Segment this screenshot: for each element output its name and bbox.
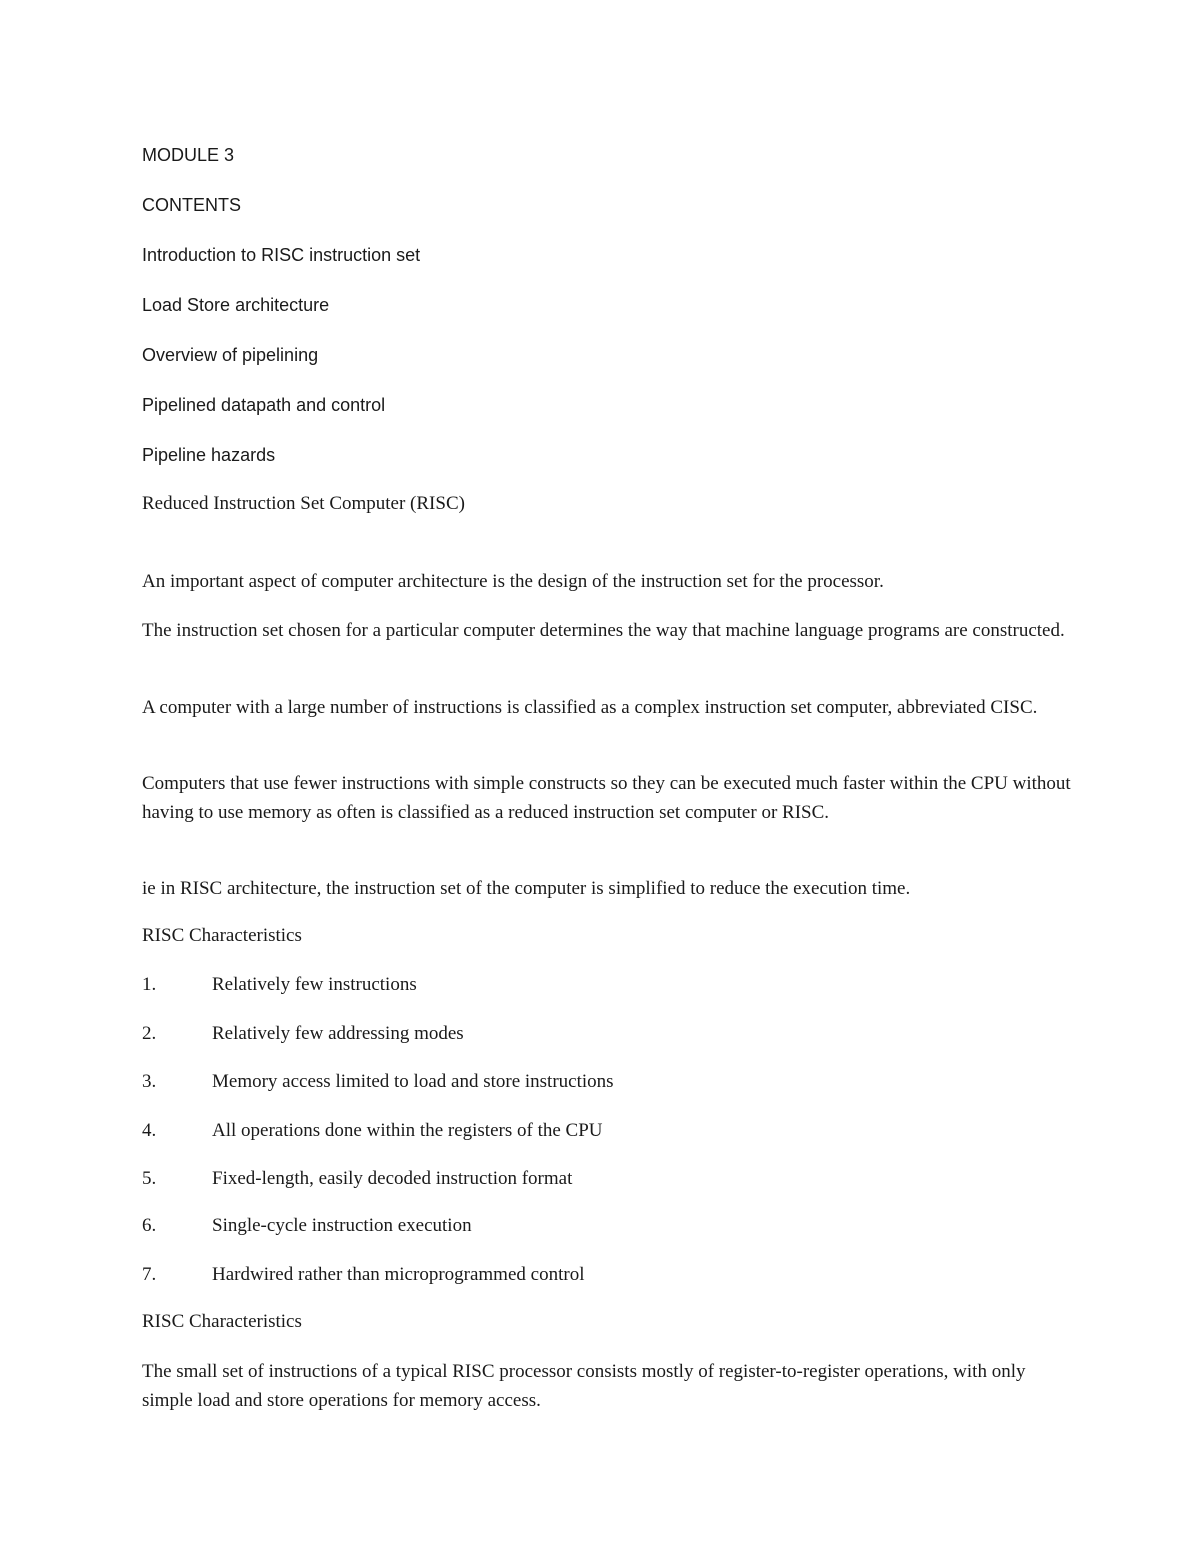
list-number: 3.	[142, 1071, 157, 1092]
contents-item: Pipelined datapath and control	[142, 395, 386, 415]
list-item: Single-cycle instruction execution	[212, 1215, 472, 1236]
list-item: All operations done within the registers of the CPU	[212, 1120, 603, 1141]
list-number: 6.	[142, 1215, 157, 1236]
contents-item: Introduction to RISC instruction set	[142, 245, 421, 265]
list-number: 4.	[142, 1120, 157, 1141]
contents-heading: CONTENTS	[142, 195, 241, 215]
list-item: Hardwired rather than microprogrammed control	[212, 1264, 585, 1285]
paragraph: An important aspect of computer architecture is the design of the instruction set for the processor.	[142, 571, 884, 592]
list-number: 2.	[142, 1023, 157, 1044]
module-title: MODULE 3	[142, 145, 235, 165]
paragraph: The instruction set chosen for a particular computer determines the way that machine language programs are constructed.	[142, 620, 1065, 641]
paragraph: ie in RISC architecture, the instruction set of the computer is simplified to reduce the execution time.	[142, 878, 911, 899]
list-number: 5.	[142, 1168, 157, 1189]
contents-item: Pipeline hazards	[142, 445, 276, 465]
list-item: Fixed-length, easily decoded instruction format	[212, 1168, 573, 1189]
contents-item: Load Store architecture	[142, 295, 330, 315]
contents-item: Overview of pipelining	[142, 345, 319, 365]
list-number: 1.	[142, 974, 157, 995]
characteristics-heading: RISC Characteristics	[142, 925, 302, 946]
characteristics-heading-2: RISC Characteristics	[142, 1311, 302, 1332]
paragraph: A computer with a large number of instructions is classified as a complex instruction set computer, abbreviated CISC.	[142, 697, 1038, 718]
paragraph: Computers that use fewer instructions with simple constructs so they can be executed much faster within the CPU without having to use memory as often is classified as a reduced instruction set computer or RISC.	[142, 773, 1071, 823]
closing-paragraph: The small set of instructions of a typical RISC processor consists mostly of register-to-register operations, with only simple load and store operations for memory access.	[142, 1361, 1026, 1411]
list-item: Relatively few addressing modes	[212, 1023, 464, 1044]
section-title: Reduced Instruction Set Computer (RISC)	[142, 493, 465, 514]
list-item: Memory access limited to load and store instructions	[212, 1071, 614, 1092]
list-number: 7.	[142, 1264, 157, 1285]
list-item: Relatively few instructions	[212, 974, 417, 995]
